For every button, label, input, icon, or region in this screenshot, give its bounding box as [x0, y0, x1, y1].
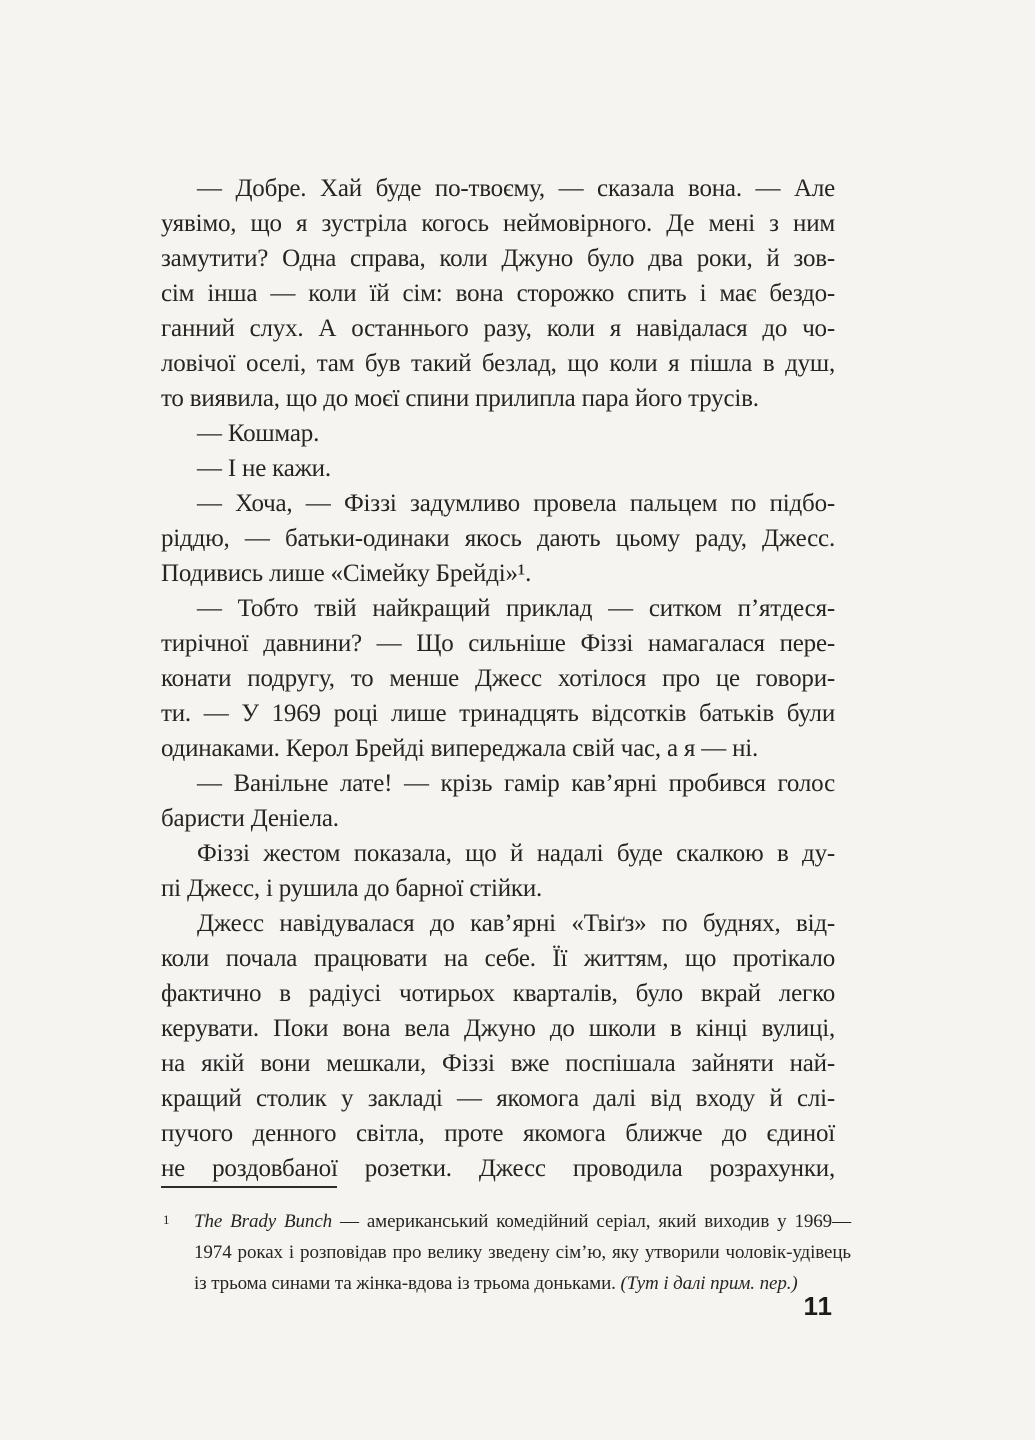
text-line: Джесс навідувалася до кав’ярні «Твіґз» по буднях, від-: [197, 910, 835, 937]
text-line: то виявила, що до моєї спини прилипла пара його трусів.: [161, 385, 759, 412]
text-line: тирічної давнини? — Що сильніше Фіззі намагалася пере-: [161, 630, 835, 657]
text-line: — Тобто твій найкращий приклад — ситком п’ятдеся-: [197, 595, 835, 622]
text-line: сім інша — коли їй сім: вона сторожко спить і має бездо-: [161, 280, 835, 307]
text-line: — Кошмар.: [197, 420, 320, 447]
footnote-separator: [161, 1186, 337, 1188]
page-number: 11: [803, 1291, 833, 1321]
text-line: не роздовбаної розетки. Джесс проводила розрахунки,: [161, 1155, 835, 1182]
text-line: ганний слух. А останнього разу, коли я навідалася до чо-: [161, 315, 835, 342]
footnote-translator-note: (Тут і далі прим. пер.): [620, 1273, 798, 1294]
text-line: замутити? Одна справа, коли Джуно було два роки, й зов-: [161, 245, 835, 272]
footnote-marker: 1: [163, 1212, 170, 1227]
text-line: коли почала працювати на себе. Її життям, що протікало: [161, 945, 835, 972]
footnote-work-title: The Brady Bunch: [194, 1211, 333, 1232]
text-line: ловічої оселі, там був такий безлад, що коли я пішла в душ,: [161, 350, 835, 377]
text-line: одинаками. Керол Брейді випереджала свій час, а я — ні.: [161, 735, 759, 762]
text-line: пі Джесс, і рушила до барної стійки.: [161, 875, 543, 902]
text-line: Фіззі жестом показала, що й надалі буде скалкою в ду-: [197, 840, 835, 867]
text-line: на якій вони мешкали, Фіззі вже поспішала зайняти най-: [161, 1050, 835, 1077]
text-line: Подивись лише «Сімейку Брейді»¹.: [161, 560, 532, 587]
text-line: — Хоча, — Фіззі задумливо провела пальцем по підбо-: [197, 490, 835, 517]
text-line: фактично в радіусі чотирьох кварталів, було вкрай легко: [161, 980, 835, 1007]
text-line: — Ванільне лате! — крізь гамір кав’ярні пробився голос: [197, 770, 835, 797]
text-line: пучого денного світла, проте якомога ближче до єдиної: [161, 1120, 835, 1147]
footnote: [161, 1206, 851, 1299]
text-line: ріддю, — батьки-одинаки якось дають цьому раду, Джесс.: [161, 525, 835, 552]
text-line: — Добре. Хай буде по-твоєму, — сказала вона. — Але: [197, 175, 835, 202]
text-line: конати подругу, то менше Джесс хотілося про це говори-: [161, 665, 835, 692]
footnote-text: — американський комедійний серіал, який виходив у 1969—1974 роках і розповідав про велику зведену сім’ю, яку утворили чоловік-удівець із трьома синами та жінка-вдова із трьома доньками.: [194, 1211, 851, 1294]
text-line: — І не кажи.: [197, 455, 331, 482]
text-line: уявімо, що я зустріла когось неймовірного. Де мені з ним: [161, 210, 835, 237]
page-body-text: [161, 171, 835, 1186]
text-line: баристи Деніела.: [161, 805, 339, 832]
text-line: керувати. Поки вона вела Джуно до школи в кінці вулиці,: [161, 1015, 835, 1042]
text-line: кращий столик у закладі — якомога далі від входу й слі-: [161, 1085, 835, 1112]
text-line: ти. — У 1969 році лише тринадцять відсотків батьків були: [161, 700, 835, 727]
